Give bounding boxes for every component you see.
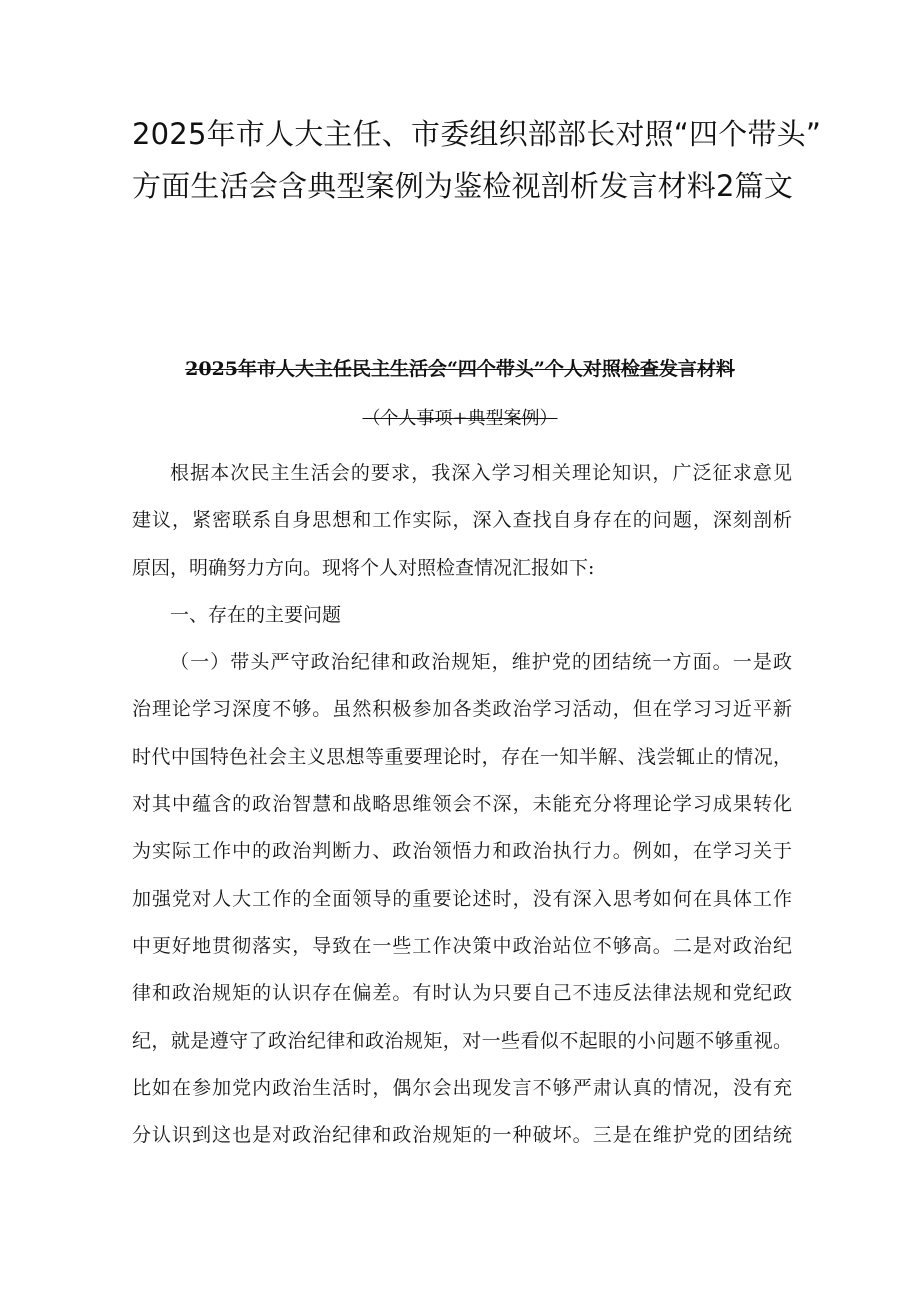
body-text [132, 450, 792, 1159]
paragraph-line: 分认识到这也是对政治纪律和政治规矩的一种破坏。三是在维护党的团结统 [132, 1124, 792, 1147]
paragraph-line: 治理论学习深度不够。虽然积极参加各类政治学习活动，但在学习习近平新 [132, 698, 792, 721]
paragraph-line: 为实际工作中的政治判断力、政治领悟力和政治执行力。例如，在学习关于 [132, 840, 792, 863]
paragraph-line: 时代中国特色社会主义思想等重要理论时，存在一知半解、浅尝辄止的情况， [132, 745, 792, 768]
title-line: 2025年市人大主任、市委组织部部长对照“四个带头” [132, 117, 822, 151]
paragraph-line: （一）带头严守政治纪律和政治规矩，维护党的团结统一方面。一是政 [170, 651, 792, 674]
section-heading-line: 一、存在的主要问题 [170, 603, 342, 626]
paragraph-line: 纪，就是遵守了政治纪律和政治规矩，对一些看似不起眼的小问题不够重视。 [132, 1029, 792, 1052]
paragraph-line: 律和政治规矩的认识存在偏差。有时认为只要自己不违反法律法规和党纪政 [132, 982, 792, 1005]
paragraph-line: 对其中蕴含的政治智慧和战略思维领会不深，未能充分将理论学习成果转化 [132, 793, 792, 816]
title-line: 方面生活会含典型案例为鉴检视剖析发言材料2篇文 [132, 169, 794, 203]
paragraph-line: 比如在参加党内政治生活时，偶尔会出现发言不够严肃认真的情况，没有充 [132, 1076, 792, 1099]
section-heading: 2025年市人大主任民主生活会“四个带头”个人对照检查发言材料 [185, 358, 735, 380]
paragraph-line: 根据本次民主生活会的要求，我深入学习相关理论知识，广泛征求意见 [170, 462, 792, 484]
paragraph-line: 建议，紧密联系自身思想和工作实际，深入查找自身存在的问题，深刻剖析 [132, 509, 792, 532]
paragraph-line: 中更好地贯彻落实，导致在一些工作决策中政治站位不够高。二是对政治纪 [132, 934, 792, 957]
document-title [132, 108, 822, 212]
section-heading-note: （个人事项+典型案例） [362, 408, 558, 429]
paragraph-line: 原因，明确努力方向。现将个人对照检查情况汇报如下: [132, 556, 595, 579]
paragraph-line: 加强党对人大工作的全面领导的重要论述时，没有深入思考如何在具体工作 [132, 887, 792, 910]
